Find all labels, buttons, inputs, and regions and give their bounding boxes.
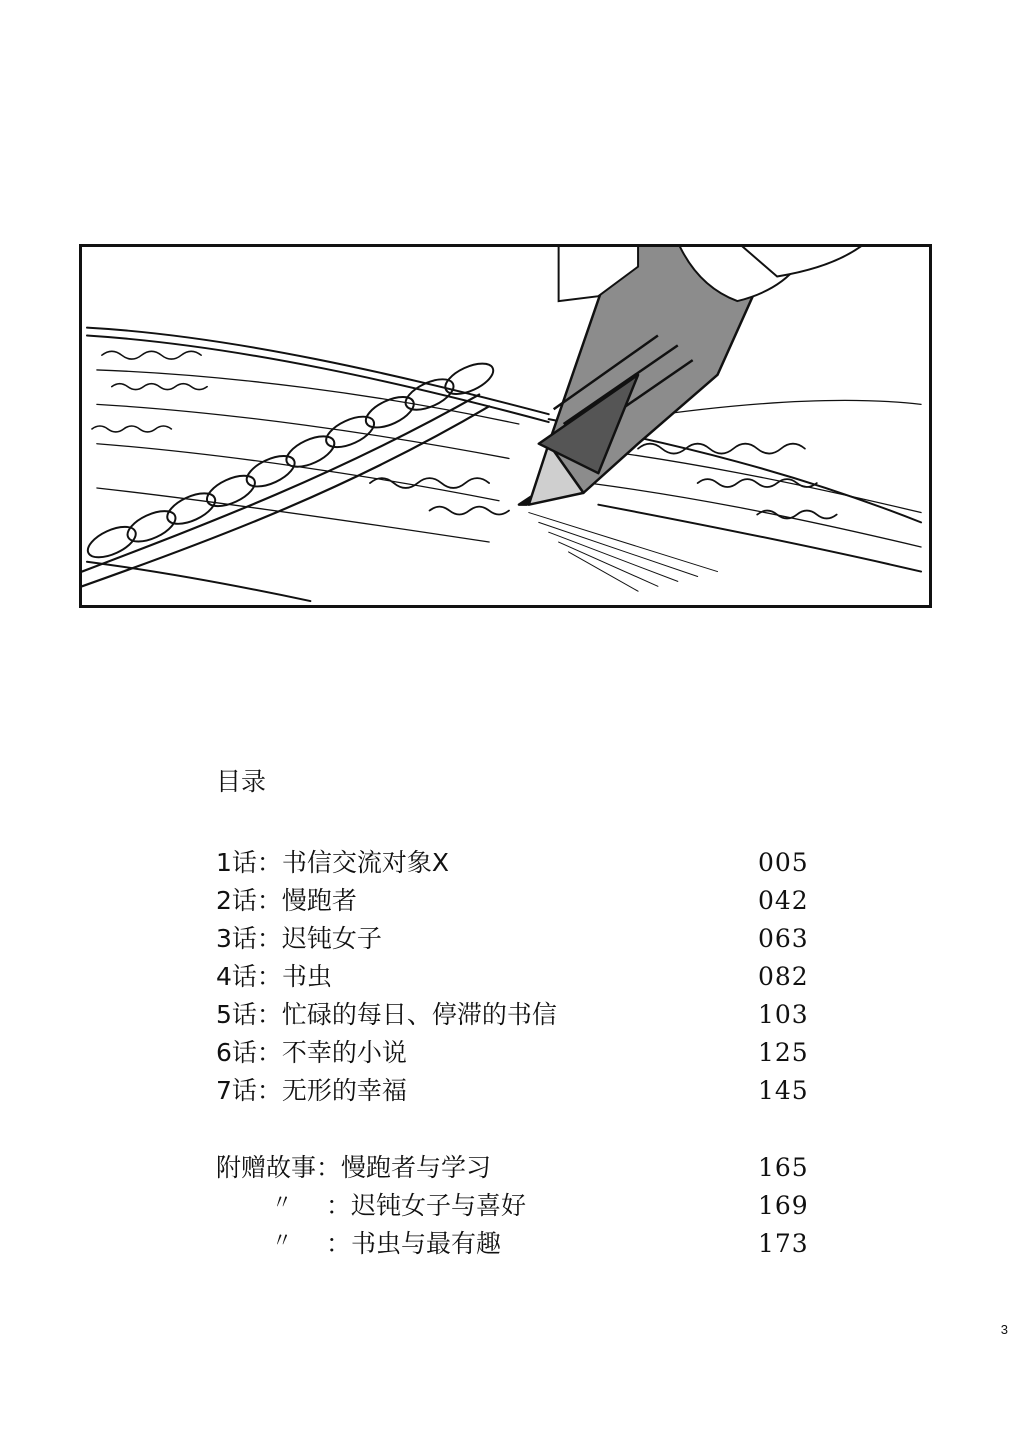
toc-entry-label: 6话：不幸的小说 [216, 1038, 407, 1067]
toc-entry-page: 145 [758, 1076, 809, 1105]
toc-entry-label: 附赠故事：慢跑者与学习 [216, 1153, 492, 1182]
toc-entry-page: 125 [758, 1038, 809, 1067]
toc-entry-label: 3话：迟钝女子 [216, 924, 382, 953]
toc-entry-page: 169 [758, 1191, 809, 1220]
toc-entry-label: 2话：慢跑者 [216, 886, 357, 915]
extra-stories-list [216, 1149, 816, 1263]
toc-entry-page: 042 [758, 886, 809, 915]
chapter-list [216, 844, 816, 1110]
notebook-pen-sketch [82, 247, 929, 605]
toc-entry[interactable] [216, 996, 816, 1034]
toc-entry-page: 103 [758, 1000, 809, 1029]
toc-entry-page: 165 [758, 1153, 809, 1182]
toc-entry[interactable] [216, 882, 816, 920]
toc-entry-page: 082 [758, 962, 809, 991]
toc-entry[interactable] [216, 920, 816, 958]
toc-entry[interactable] [216, 1149, 816, 1187]
toc-entry-page: 173 [758, 1229, 809, 1258]
illustration-panel [79, 244, 932, 608]
toc-entry-label: 5话：忙碌的每日、停滞的书信 [216, 1000, 557, 1029]
toc-entry[interactable] [216, 1072, 816, 1110]
toc-entry[interactable] [216, 1034, 816, 1072]
toc-entry-page: 005 [758, 848, 809, 877]
toc-entry-label: ：迟钝女子与喜好 [326, 1191, 527, 1220]
toc-entry[interactable] [216, 1187, 816, 1225]
toc-entry-page: 063 [758, 924, 809, 953]
toc-entry-label: 1话：书信交流对象X [216, 848, 450, 877]
ditto-mark: 〃 [272, 1228, 292, 1252]
toc-entry[interactable] [216, 844, 816, 882]
toc-entry-label: 4话：书虫 [216, 962, 332, 991]
page-number: 3 [1000, 1322, 1008, 1337]
ditto-mark: 〃 [272, 1190, 292, 1214]
toc-title: 目录 [216, 767, 267, 796]
toc-entry[interactable] [216, 958, 816, 996]
table-of-contents [216, 762, 816, 1263]
toc-entry-label: ：书虫与最有趣 [326, 1229, 502, 1258]
toc-entry-label: 7话：无形的幸福 [216, 1076, 407, 1105]
toc-entry[interactable] [216, 1225, 816, 1263]
